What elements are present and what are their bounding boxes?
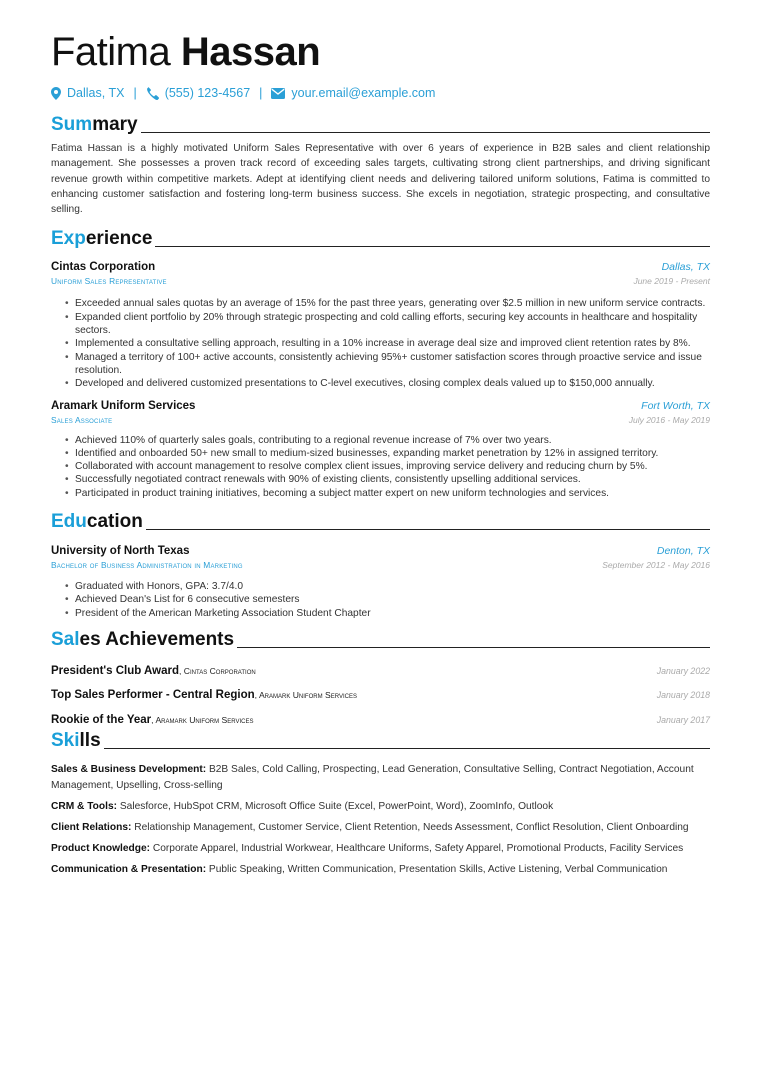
job-role: Sales Associate: [51, 414, 113, 425]
achievements-list: [51, 659, 710, 733]
resume-page: [51, 26, 710, 878]
job-bullets: [51, 297, 710, 390]
phone-text: (555) 123-4567: [164, 86, 251, 100]
list-item: • Successfully negotiated contract renewals with 90% of existing clients, consistently upselling additional services.: [65, 473, 710, 486]
achievement-item: Rookie of the Year, Aramark Uniform Services January 2017: [51, 713, 710, 726]
job-entry: [51, 400, 710, 500]
section-rule: [146, 529, 710, 530]
map-marker-icon: [51, 87, 61, 100]
contact-location: [51, 86, 124, 100]
list-item: • Collaborated with account management to resolve complex client issues, improving service delivery and reducing churn by 5%.: [65, 460, 710, 473]
phone-icon: [146, 87, 159, 100]
job-entry: [51, 261, 710, 390]
email-link[interactable]: your.email@example.com: [291, 86, 436, 100]
section-rule: [155, 246, 710, 247]
education-dates: September 2012 - May 2016: [602, 560, 710, 571]
skill-item: CRM & Tools: Salesforce, HubSpot CRM, Microsoft Office Suite (Excel, PowerPoint, Word), ZoomInfo, Outlook: [51, 800, 554, 812]
last-name: Hassan: [180, 30, 321, 74]
list-item: • Developed and delivered customized presentations to C-level executives, closing complex deals valued up to $150,000 annually.: [65, 377, 710, 390]
contact-phone[interactable]: [146, 86, 250, 100]
list-item: • Achieved 110% of quarterly sales goals, contributing to a regional revenue increase of 7% over two years.: [65, 434, 710, 447]
skills-heading: Skills: [51, 728, 710, 752]
location-text: Dallas, TX: [67, 86, 125, 100]
first-name: Fatima: [51, 30, 171, 74]
achievement-date: January 2018: [656, 690, 710, 701]
summary-text: Fatima Hassan is a highly motivated Uniform Sales Representative with over 6 years of experience in B2B sales and client relationship management. She possesses a proven track record of exceeding sales targets, cultivating strong client partnerships, and driving significant revenue growth within competitive markets. Adept at identifying client needs and delivering tailored uniform solutions, Fatima is committed to enhancing customer satisfaction and fostering long-term business success. She excels in negotiation, strategic prospecting, and consultative selling.: [51, 143, 710, 216]
skill-item: Client Relations: Relationship Management, Customer Service, Client Retention, Needs Assessment, Conflict Resolution, Client Onboarding: [51, 822, 689, 834]
envelope-icon: [271, 88, 285, 99]
education-heading: Education: [51, 509, 710, 533]
company-name: Cintas Corporation: [51, 261, 156, 274]
section-rule: [104, 748, 710, 749]
job-dates: June 2019 - Present: [633, 276, 710, 287]
contact-email[interactable]: [271, 86, 435, 100]
list-item: • Exceeded annual sales quotas by an average of 15% for the past three years, generating over $2.5 million in new uniform service contracts.: [65, 297, 710, 310]
job-role: Uniform Sales Representative: [51, 276, 167, 287]
school-location: Denton, TX: [656, 545, 710, 558]
list-item: • Expanded client portfolio by 20% through strategic prospecting and cold calling efforts, securing key accounts in healthcare and hospitality sectors.: [65, 311, 710, 338]
degree: Bachelor of Business Administration in Marketing: [51, 560, 243, 571]
contact-separator: |: [133, 86, 137, 100]
education-bullets: [51, 580, 710, 620]
contact-bar: [51, 84, 710, 102]
section-rule: [237, 647, 710, 648]
skill-item: Communication & Presentation: Public Speaking, Written Communication, Presentation Skills, Active Listening, Verbal Communication: [51, 864, 668, 876]
experience-heading: Experience: [51, 226, 710, 250]
list-item: • Participated in product training initiatives, becoming a subject matter expert on new uniform technologies and services.: [65, 487, 710, 500]
education-entry: [51, 545, 710, 620]
job-location: Fort Worth, TX: [641, 399, 710, 412]
job-dates: July 2016 - May 2019: [628, 414, 710, 425]
contact-separator: |: [259, 86, 263, 100]
list-item: • President of the American Marketing Association Student Chapter: [65, 607, 710, 620]
company-name: Aramark Uniform Services: [51, 399, 196, 412]
achievement-item: President's Club Award, Cintas Corporation January 2022: [51, 664, 710, 677]
summary-heading: Summary: [51, 112, 710, 136]
achievement-item: Top Sales Performer - Central Region, Aramark Uniform Services January 2018: [51, 689, 710, 702]
job-bullets: [51, 434, 710, 500]
skills-list: [51, 762, 710, 877]
achievements-heading: Sales Achievements: [51, 627, 710, 651]
list-item: • Identified and onboarded 50+ new small to medium-sized businesses, expanding market penetration by 12% in assigned territory.: [65, 447, 710, 460]
list-item: • Achieved Dean's List for 6 consecutive semesters: [65, 593, 710, 606]
school-name: University of North Texas: [51, 545, 190, 558]
achievement-date: January 2017: [656, 714, 710, 725]
skill-item: Product Knowledge: Corporate Apparel, Industrial Workwear, Healthcare Uniforms, Safety Apparel, Promotional Products, Facility Services: [51, 843, 684, 855]
candidate-name: [51, 26, 710, 78]
list-item: • Graduated with Honors, GPA: 3.7/4.0: [65, 580, 710, 593]
list-item: • Implemented a consultative selling approach, resulting in a 10% increase in average deal size and improved client retention rates by 8%.: [65, 337, 710, 350]
achievement-date: January 2022: [656, 665, 710, 676]
section-rule: [141, 132, 710, 133]
job-location: Dallas, TX: [661, 261, 710, 274]
list-item: • Managed a territory of 100+ active accounts, consistently achieving 95%+ customer satisfaction scores through proactive service and issue resolution.: [65, 351, 710, 378]
skill-item: Sales & Business Development: B2B Sales, Cold Calling, Prospecting, Lead Generation, Consultative Selling, Contract Negotiation, Account Management, Upselling, Cross-selling: [51, 764, 694, 791]
